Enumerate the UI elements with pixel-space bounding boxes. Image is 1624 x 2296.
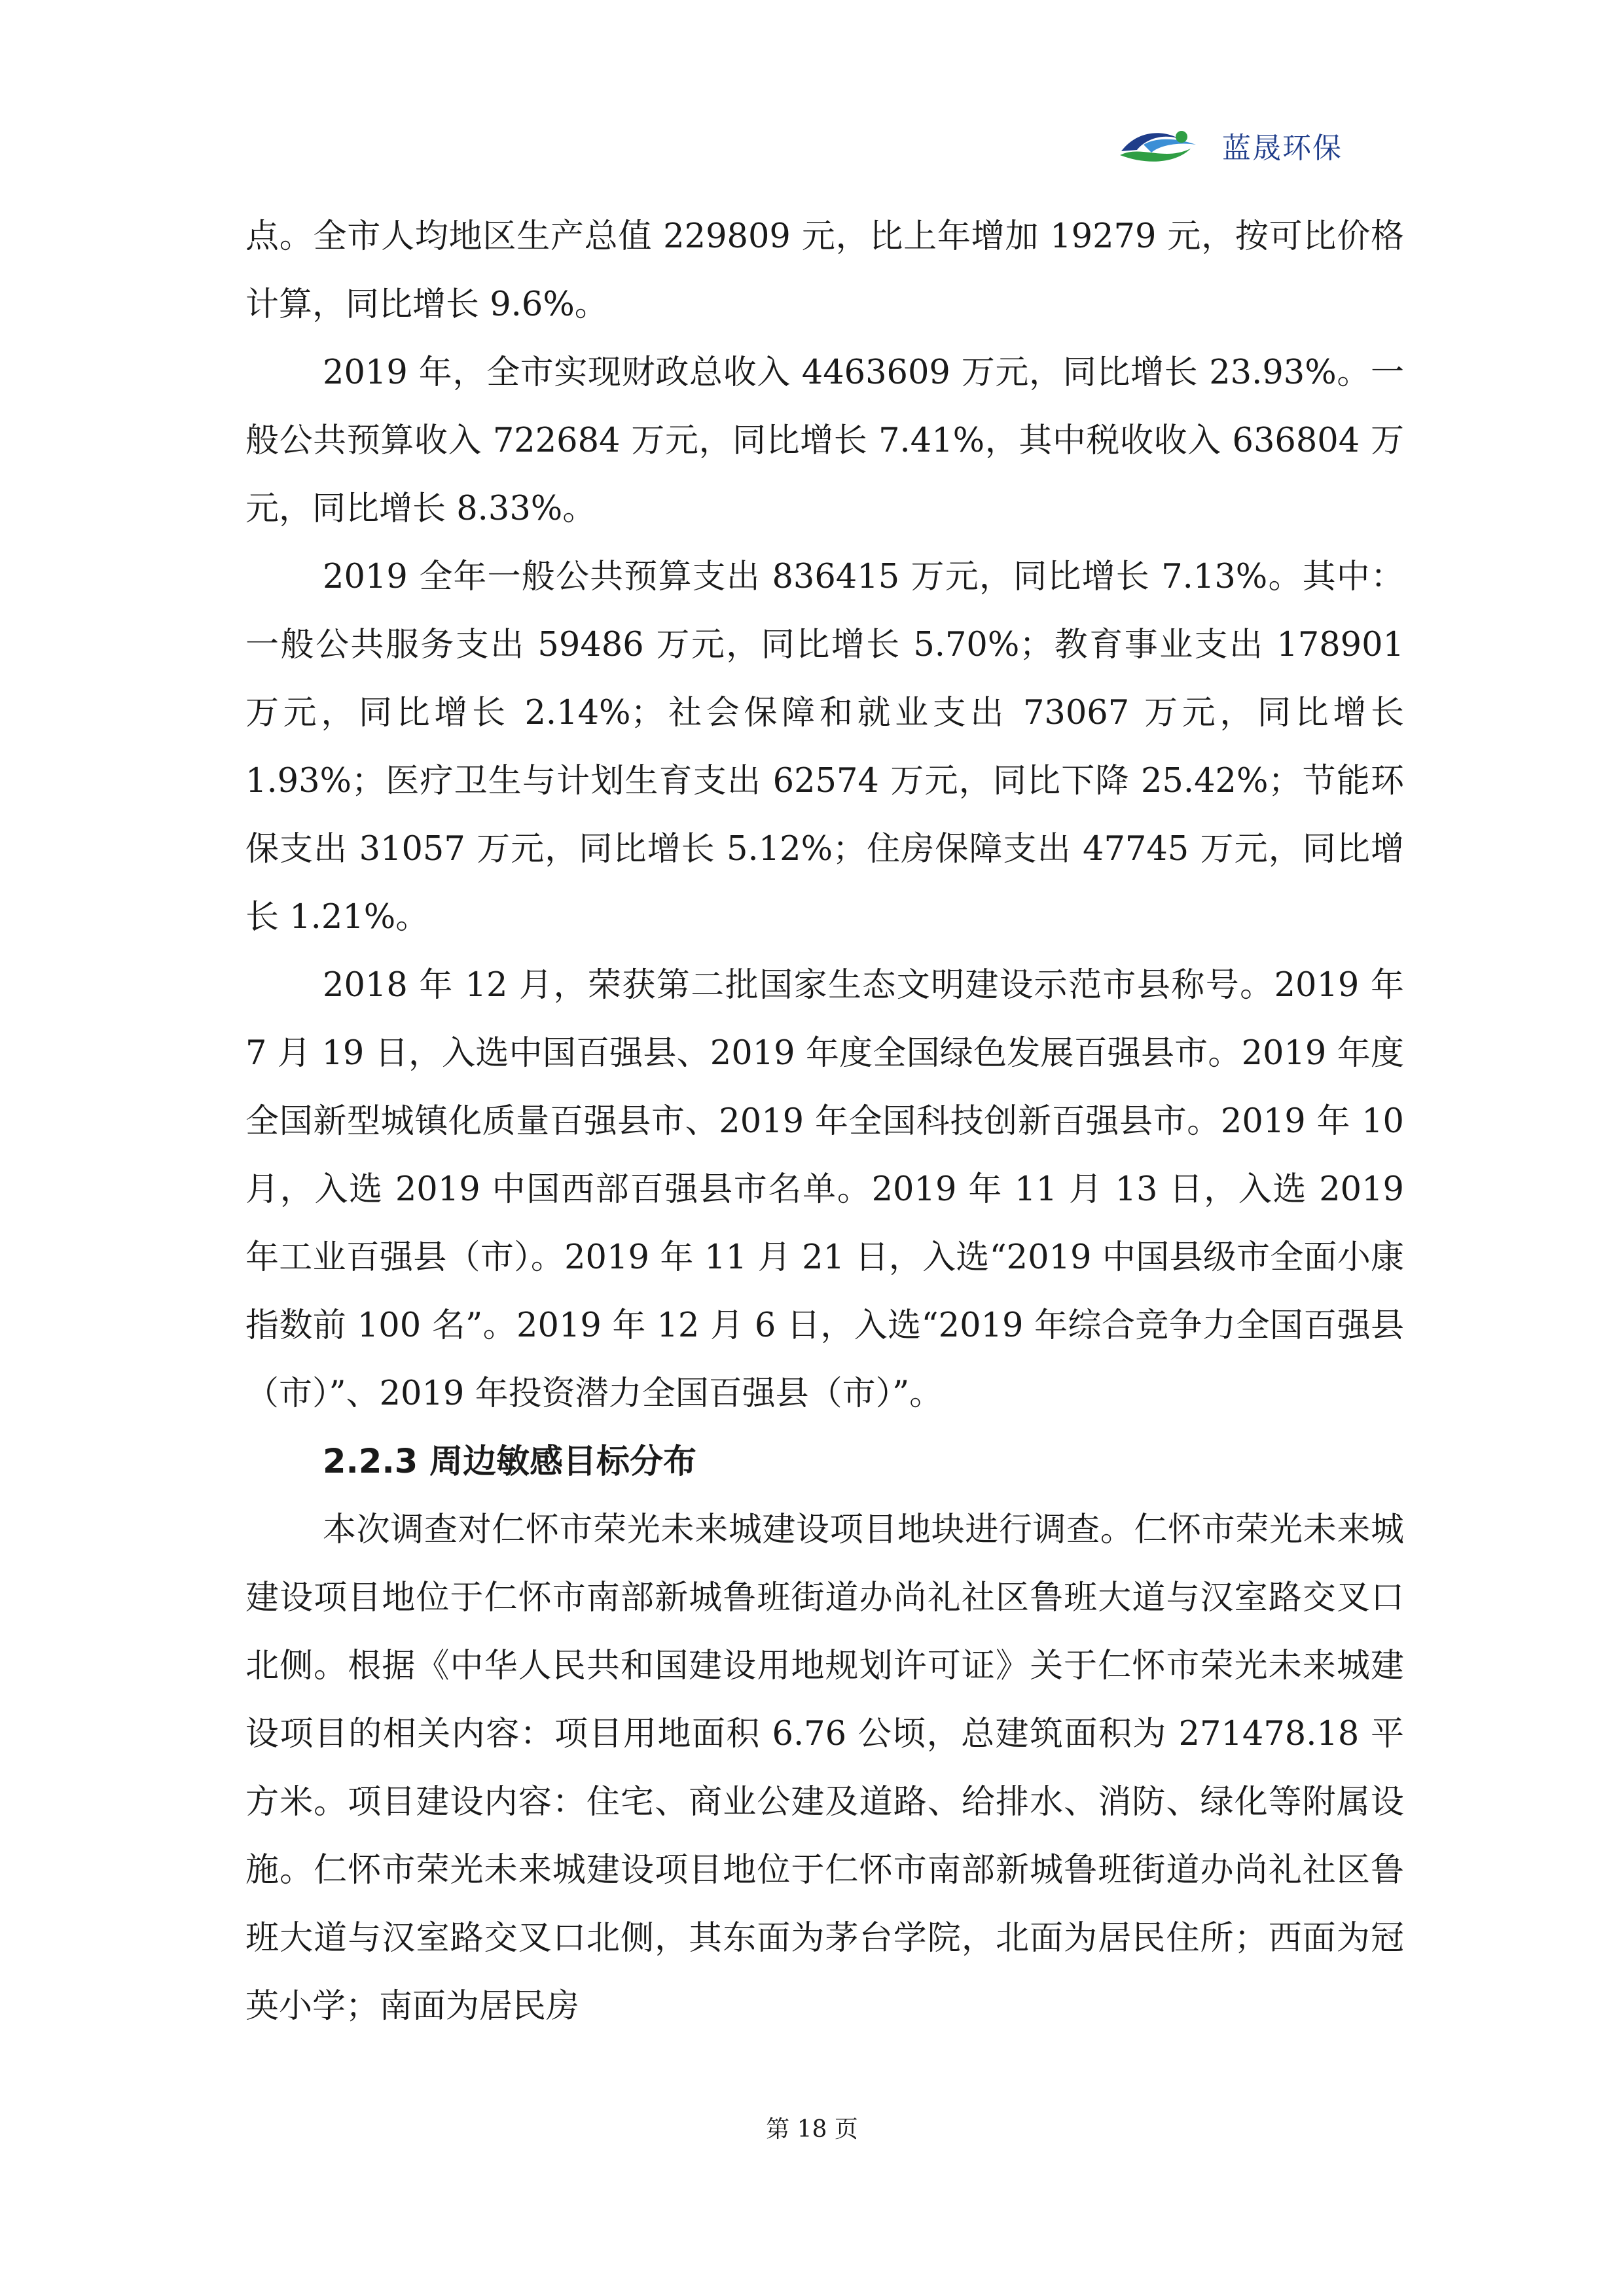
paragraph-fiscal-revenue: 2019 年，全市实现财政总收入 4463609 万元，同比增长 23.93%。一般公共预算收入 722684 万元，同比增长 7.41%，其中税收收入 636804 万元，同比增长 8.33%。 xyxy=(245,353,1404,528)
wave-logo-icon xyxy=(1117,125,1202,166)
section-heading: 2.2.3 周边敏感目标分布 xyxy=(323,1443,696,1481)
paragraph-sensitive-targets: 本次调查对仁怀市荣光未来城建设项目地块进行调查。仁怀市荣光未来城建设项目地位于仁怀市南部新城鲁班街道办尚礼社区鲁班大道与汉室路交叉口北侧。根据《中华人民共和国建设用地规划许可证》关于仁怀市荣光未来城建设项目的相关内容：项目用地面积 6.76 公顷，总建筑面积为 271478.18 平方米。项目建设内容：住宅、商业公建及道路、给排水、消防、绿化等附属设施。仁怀市荣光未来城建设项目地位于仁怀市南部新城鲁班街道办尚礼社区鲁班大道与汉室路交叉口北侧，其东面为茅台学院，北面为居民住所；西面为冠英小学；南面为居民房 xyxy=(245,1511,1404,2026)
page-body xyxy=(245,203,1404,2041)
brand-name: 蓝晟环保 xyxy=(1222,132,1343,165)
paragraph-honors: 2018 年 12 月，荣获第二批国家生态文明建设示范市县称号。2019 年 7 月 19 日，入选中国百强县、2019 年度全国绿色发展百强县市。2019 年度全国新型城镇化质量百强县市、2019 年全国科技创新百强县市。2019 年 10 月，入选 2019 中国西部百强县市名单。2019 年 11 月 13 日，入选 2019 年工业百强县（市）。2019 年 11 月 21 日，入选“2019 中国县级市全面小康指数前 100 名”。2019 年 12 月 6 日，入选“2019 年综合竞争力全国百强县（市）”、2019 年投资潜力全国百强县（市）”。 xyxy=(245,966,1404,1413)
paragraph-budget-expenditure: 2019 全年一般公共预算支出 836415 万元，同比增长 7.13%。其中：一般公共服务支出 59486 万元，同比增长 5.70%；教育事业支出 178901 万元，同比增长 2.14%；社会保障和就业支出 73067 万元，同比增长 1.93%；医疗卫生与计划生育支出 62574 万元，同比下降 25.42%；节能环保支出 31057 万元，同比增长 5.12%；住房保障支出 47745 万元，同比增长 1.21%。 xyxy=(245,558,1404,937)
page-header xyxy=(1117,124,1343,166)
page-number: 第 18 页 xyxy=(766,2116,858,2143)
paragraph-gdp-per-capita: 点。全市人均地区生产总值 229809 元，比上年增加 19279 元，按可比价格计算，同比增长 9.6%。 xyxy=(245,217,1404,324)
